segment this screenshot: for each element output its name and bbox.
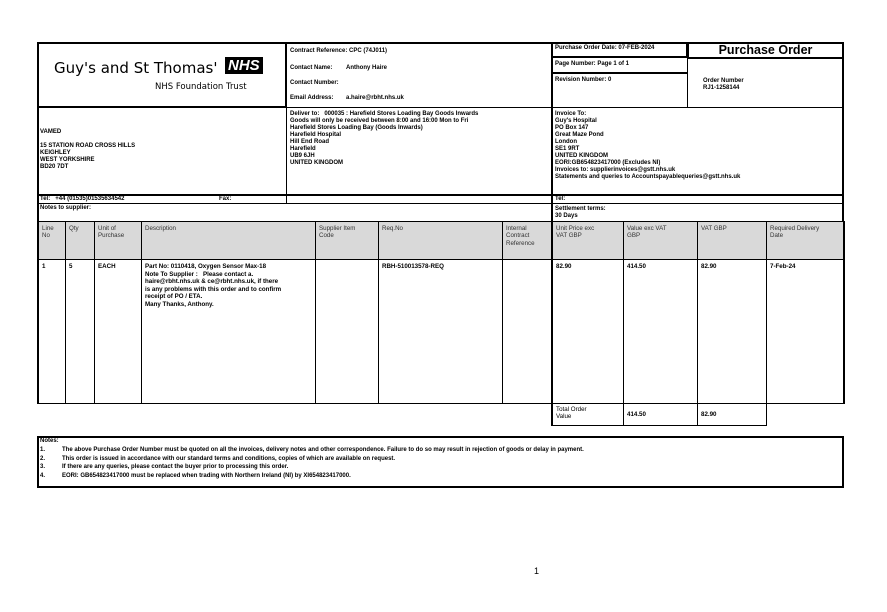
- address-line: London: [555, 139, 577, 145]
- org-name: Guy's and St Thomas': [54, 59, 218, 77]
- document-title: Purchase Order: [718, 43, 813, 57]
- address-line: Hill End Road: [290, 139, 329, 145]
- table-cell: 5: [65, 259, 95, 404]
- page-number-info: Page Number: Page 1 of 1: [555, 61, 630, 67]
- address-line: EORI:GB654823417000 (Excludes NI): [555, 160, 661, 166]
- column-header: Unit of Purchase: [94, 221, 142, 260]
- contact-name: Anthony Haire: [346, 65, 388, 71]
- column-header: Unit Price exc VAT GBP: [551, 221, 624, 260]
- contact-number-label: Contact Number:: [290, 80, 339, 86]
- table-cell: 7-Feb-24: [766, 259, 845, 404]
- notes-to-supplier-row: [37, 203, 552, 222]
- org-subtitle: NHS Foundation Trust: [155, 82, 247, 92]
- note-text: EORI: GB654823417000 must be replaced when trading with Northern Ireland (NI) by XI654823417000.: [62, 472, 351, 479]
- table-cell: 414.50: [623, 259, 698, 404]
- revision-number: Revision Number: 0: [555, 77, 612, 83]
- address-line: Invoices to: supplierinvoices@gstt.nhs.uk: [555, 167, 676, 173]
- total-order-label: Total Order Value: [551, 403, 624, 426]
- table-cell: 82.90: [551, 259, 624, 404]
- notes-to-supplier: Notes to supplier:: [40, 205, 92, 211]
- page-number: 1: [534, 566, 540, 576]
- note-number: 4.: [40, 472, 46, 479]
- address-line: UNITED KINGDOM: [290, 160, 343, 166]
- notes-title: Notes:: [40, 438, 59, 444]
- email-value: a.haire@rbht.nhs.uk: [346, 95, 404, 101]
- nhs-logo: NHS: [225, 57, 263, 74]
- invoice-tel: Tel:: [555, 196, 566, 202]
- address-line: Harefield: [290, 146, 316, 152]
- address-line: VAMED: [40, 129, 62, 135]
- supplier-tel: Tel: +44 (01535)01535634542: [40, 196, 125, 202]
- logo-box: [37, 42, 287, 108]
- supplier-address: [40, 129, 135, 171]
- column-header: VAT GBP: [697, 221, 767, 260]
- table-cell: EACH: [94, 259, 142, 404]
- address-line: Goods will only be received between 8:00 and 16:00 Mon to Fri: [290, 118, 469, 124]
- column-header: Req.No: [378, 221, 503, 260]
- order-number: RJ1-1258144: [703, 85, 740, 91]
- note-number: 3.: [40, 464, 46, 471]
- address-line: Statements and queries to Accountspayablequeries@gstt.nhs.uk: [555, 174, 741, 180]
- column-header: Value exc VAT GBP: [623, 221, 698, 260]
- settlement-value: 30 Days: [555, 213, 578, 219]
- table-cell: [502, 259, 552, 404]
- column-header: Line No: [37, 221, 66, 260]
- deliver-to-address: [290, 111, 478, 167]
- note-text: The above Purchase Order Number must be quoted on all the invoices, delivery notes and other correspondence. Failure to do so may result in rejection of goods or delay in payment.: [62, 447, 584, 453]
- column-header: Description: [141, 221, 316, 260]
- table-cell: 1: [37, 259, 66, 404]
- note-number: 1.: [40, 447, 46, 453]
- address-line: KEIGHLEY: [40, 150, 71, 156]
- table-cell: RBH-510013578-REQ: [378, 259, 503, 404]
- contact-name-label: Contact Name:: [290, 65, 333, 71]
- total-order-value: 414.50: [623, 403, 698, 426]
- supplier-fax: Fax:: [219, 196, 232, 202]
- note-number: 2.: [40, 455, 46, 462]
- address-line: 15 STATION ROAD CROSS HILLS: [40, 143, 136, 149]
- table-cell: Part No: 0110418, Oxygen Sensor Max-18 Note To Supplier : Please contact a. haire@rbht.nhs.uk & ce@rbht.nhs.uk, if there is any problems with this order and to confirm receipt of PO / ETA. Many Thanks, Anthony.: [141, 259, 316, 404]
- order-date: Purchase Order Date: 07-FEB-2024: [555, 45, 655, 51]
- email-label: Email Address:: [290, 95, 334, 101]
- address-line: PO Box 147: [555, 125, 589, 131]
- contract-reference: Contract Reference: CPC (74J011): [290, 48, 388, 54]
- column-header: Required Delivery Date: [766, 221, 845, 260]
- address-line: Guy's Hospital: [555, 118, 597, 124]
- order-number-label: Order Number: [703, 78, 744, 84]
- address-line: Great Maze Pond: [555, 132, 604, 138]
- address-line: WEST YORKSHIRE: [40, 157, 95, 163]
- address-line: UB9 6JH: [290, 153, 315, 159]
- invoice-to-address: [555, 111, 740, 181]
- address-line: BD20 7DT: [40, 164, 69, 170]
- address-line: Invoice To:: [555, 111, 587, 117]
- settlement-label: Settlement terms:: [555, 206, 606, 212]
- address-line: Harefield Hospital: [290, 132, 342, 138]
- address-line: Harefield Stores Loading Bay (Goods Inwards): [290, 125, 423, 131]
- table-cell: [315, 259, 379, 404]
- note-text: This order is issued in accordance with our standard terms and conditions, copies of which are available on request.: [62, 455, 396, 462]
- address-line: Deliver to: 000035 : Harefield Stores Loading Bay Goods Inwards: [290, 111, 479, 117]
- address-line: UNITED KINGDOM: [555, 153, 608, 159]
- column-header: Qty: [65, 221, 95, 260]
- note-text: If there are any queries, please contact the buyer prior to processing this order.: [62, 464, 289, 471]
- table-cell: 82.90: [697, 259, 767, 404]
- address-line: [40, 136, 135, 143]
- column-header: Internal Contract Reference: [502, 221, 552, 260]
- column-header: Supplier Item Code: [315, 221, 379, 260]
- address-line: SE1 9RT: [555, 146, 580, 152]
- total-vat-value: 82.90: [697, 403, 767, 426]
